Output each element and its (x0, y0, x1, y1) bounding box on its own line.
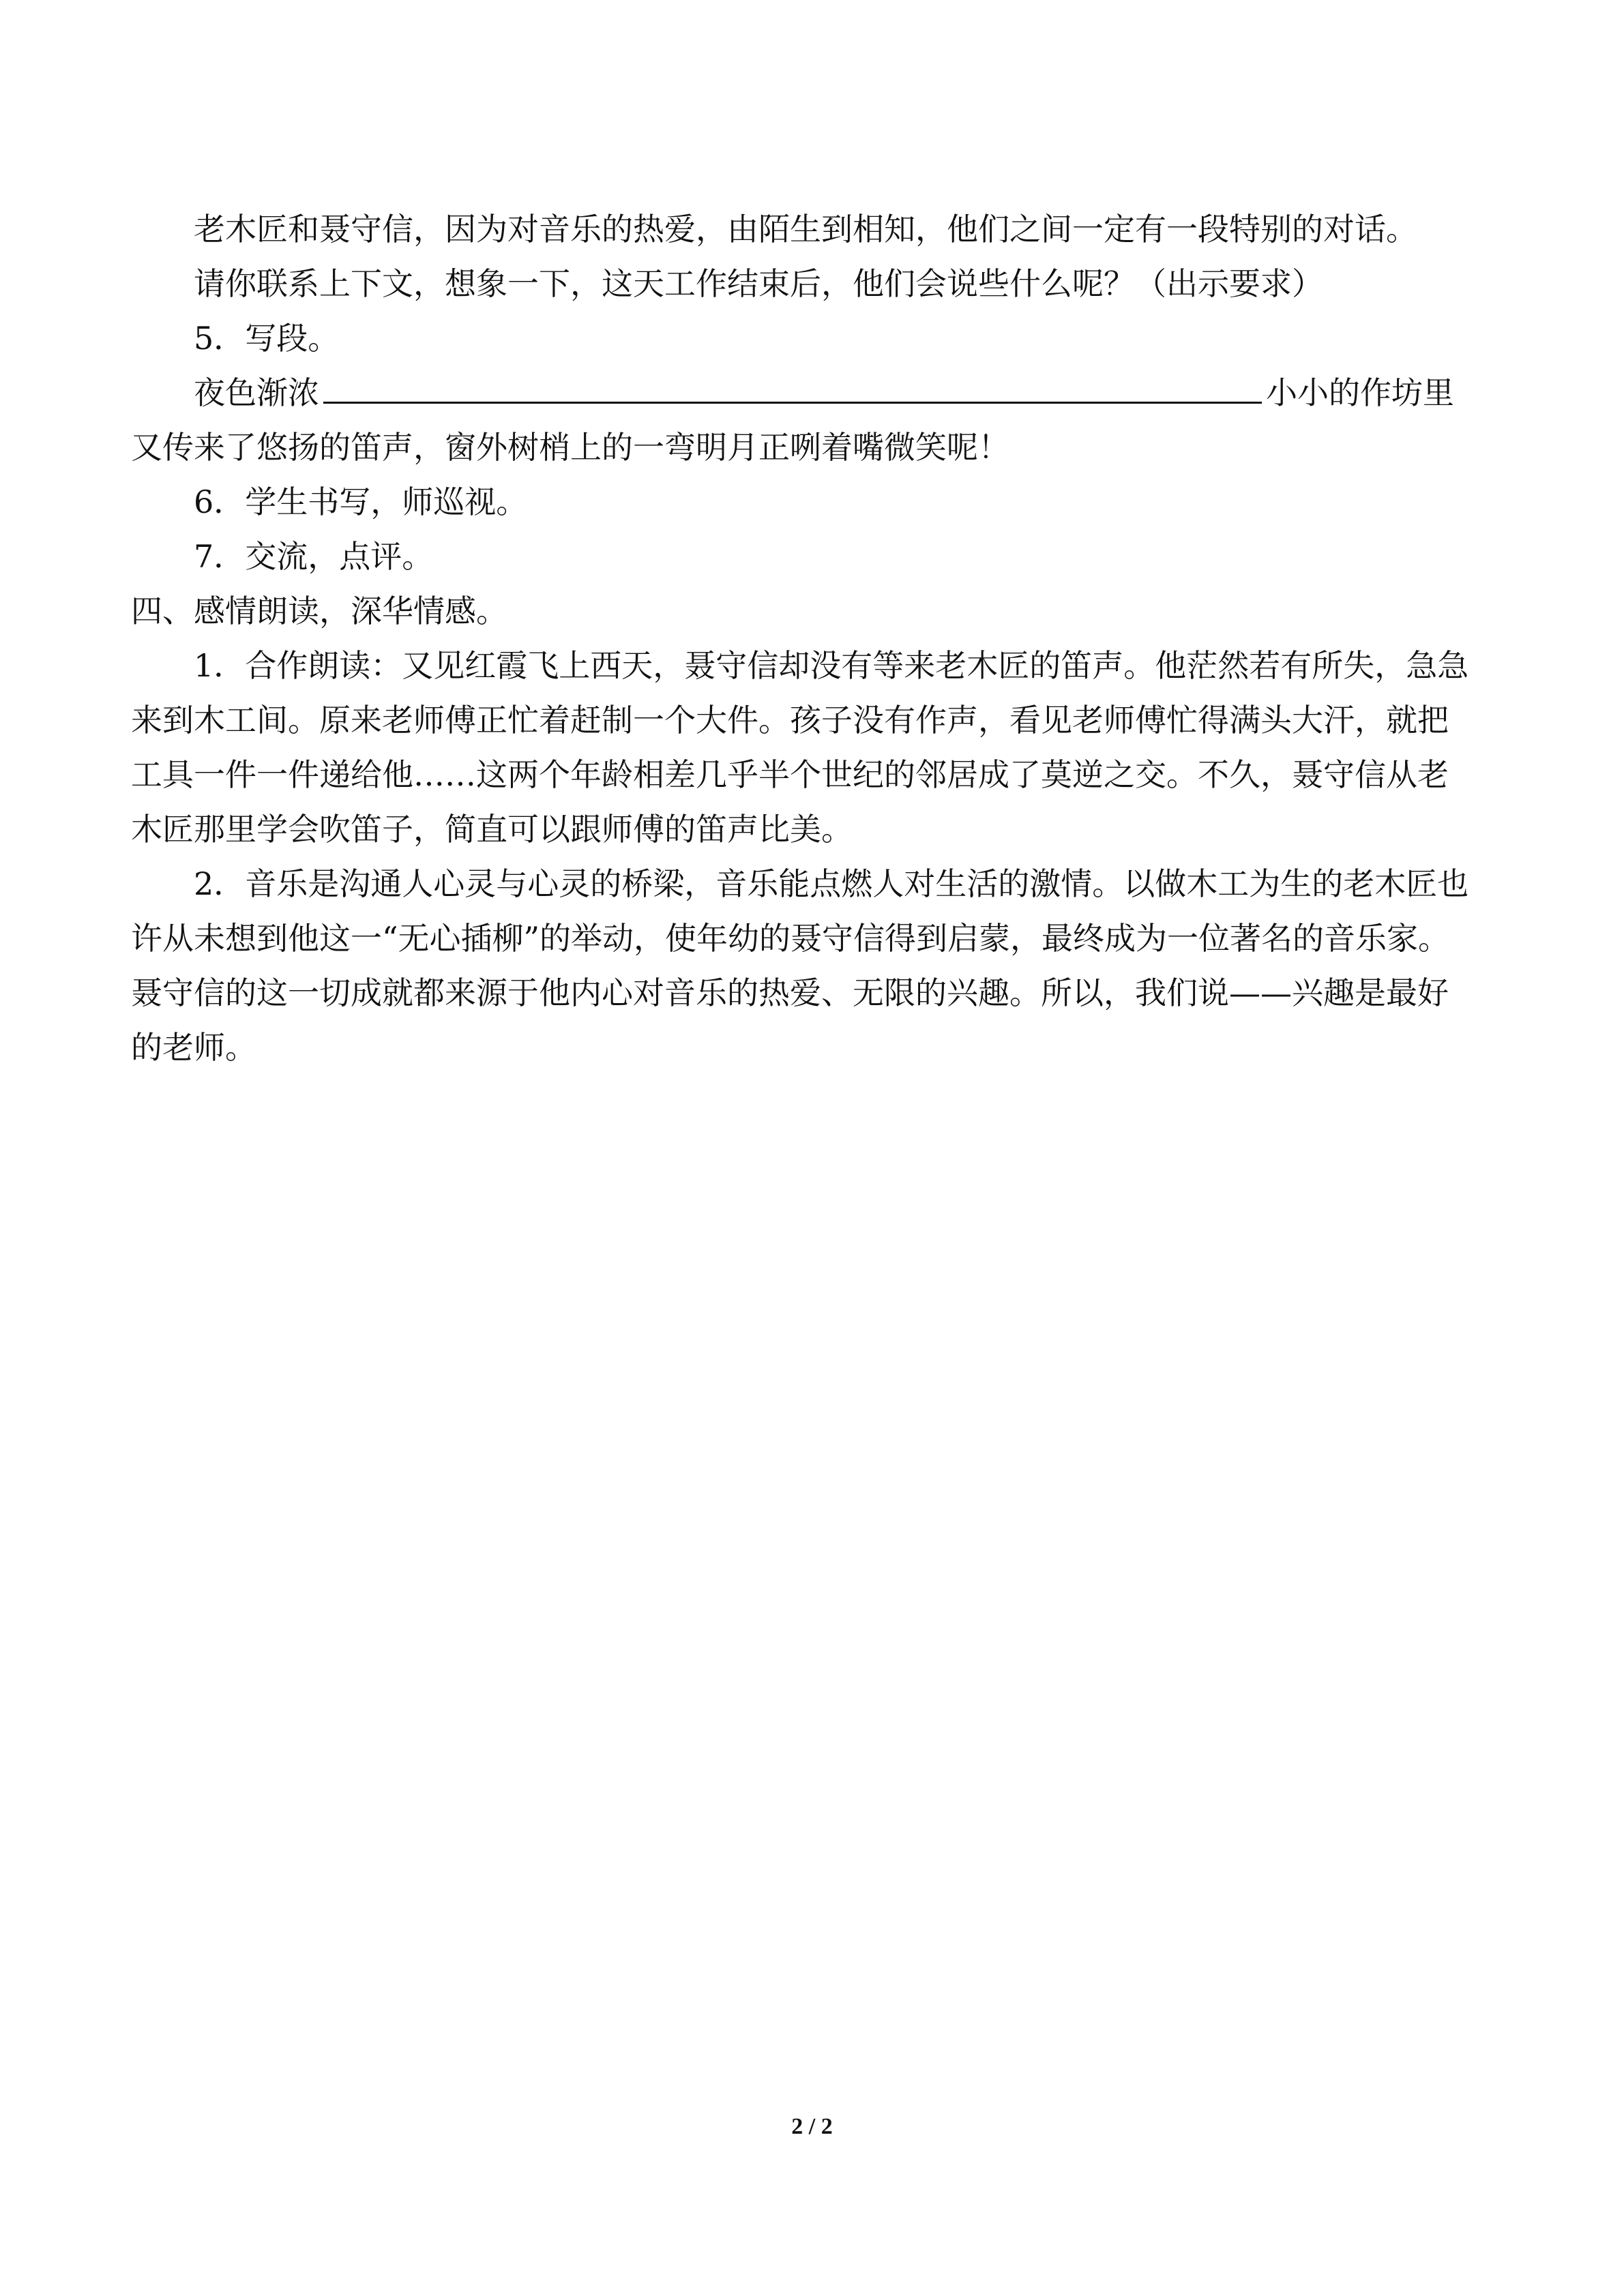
section-4-heading: 四、感情朗读，深华情感。 (131, 593, 507, 629)
paragraph-cooperative-reading: 1．合作朗读：又见红霞飞上西天，聂守信却没有等来老木匠的笛声。他茫然若有所失，急急来到木工间。原来老师傅正忙着赶制一个大件。孩子没有作声，看见老师傅忙得满头大汗，就把工具一件一件递给他……这两个年龄相差几乎半个世纪的邻居成了莫逆之交。不久，聂守信从老木匠那里学会吹笛子，简直可以跟师傅的笛声比美。 (131, 647, 1469, 848)
paragraph-dialogue-intro: 老木匠和聂守信，因为对音乐的热爱，由陌生到相知，他们之间一定有一段特别的对话。 (194, 211, 1417, 248)
step-6: 6．学生书写，师巡视。 (194, 483, 528, 520)
writing-blank-line[interactable] (323, 372, 1262, 404)
document-body (131, 202, 1475, 1075)
paragraph-prompt: 请你联系上下文，想象一下，这天工作结束后，他们会说些什么呢？（出示要求） (194, 265, 1323, 302)
page-number: 2 / 2 (791, 2114, 833, 2139)
step-5-heading: 5．写段。 (194, 320, 340, 357)
writing-exercise (131, 366, 1475, 475)
step-7: 7．交流，点评。 (194, 538, 434, 575)
writing-exercise-end: 小小的作坊里又传来了悠扬的笛声，窗外树梢上的一弯明月正咧着嘴微笑呢！ (131, 374, 1454, 466)
paragraph-conclusion: 2．音乐是沟通人心灵与心灵的桥梁，音乐能点燃人对生活的激情。以做木工为生的老木匠也许从未想到他这一“无心插柳”的举动，使年幼的聂守信得到启蒙，最终成为一位著名的音乐家。聂守信的这一切成就都来源于他内心对音乐的热爱、无限的兴趣。所以，我们说——兴趣是最好的老师。 (131, 865, 1469, 1066)
writing-exercise-start: 夜色渐浓 (194, 374, 319, 411)
